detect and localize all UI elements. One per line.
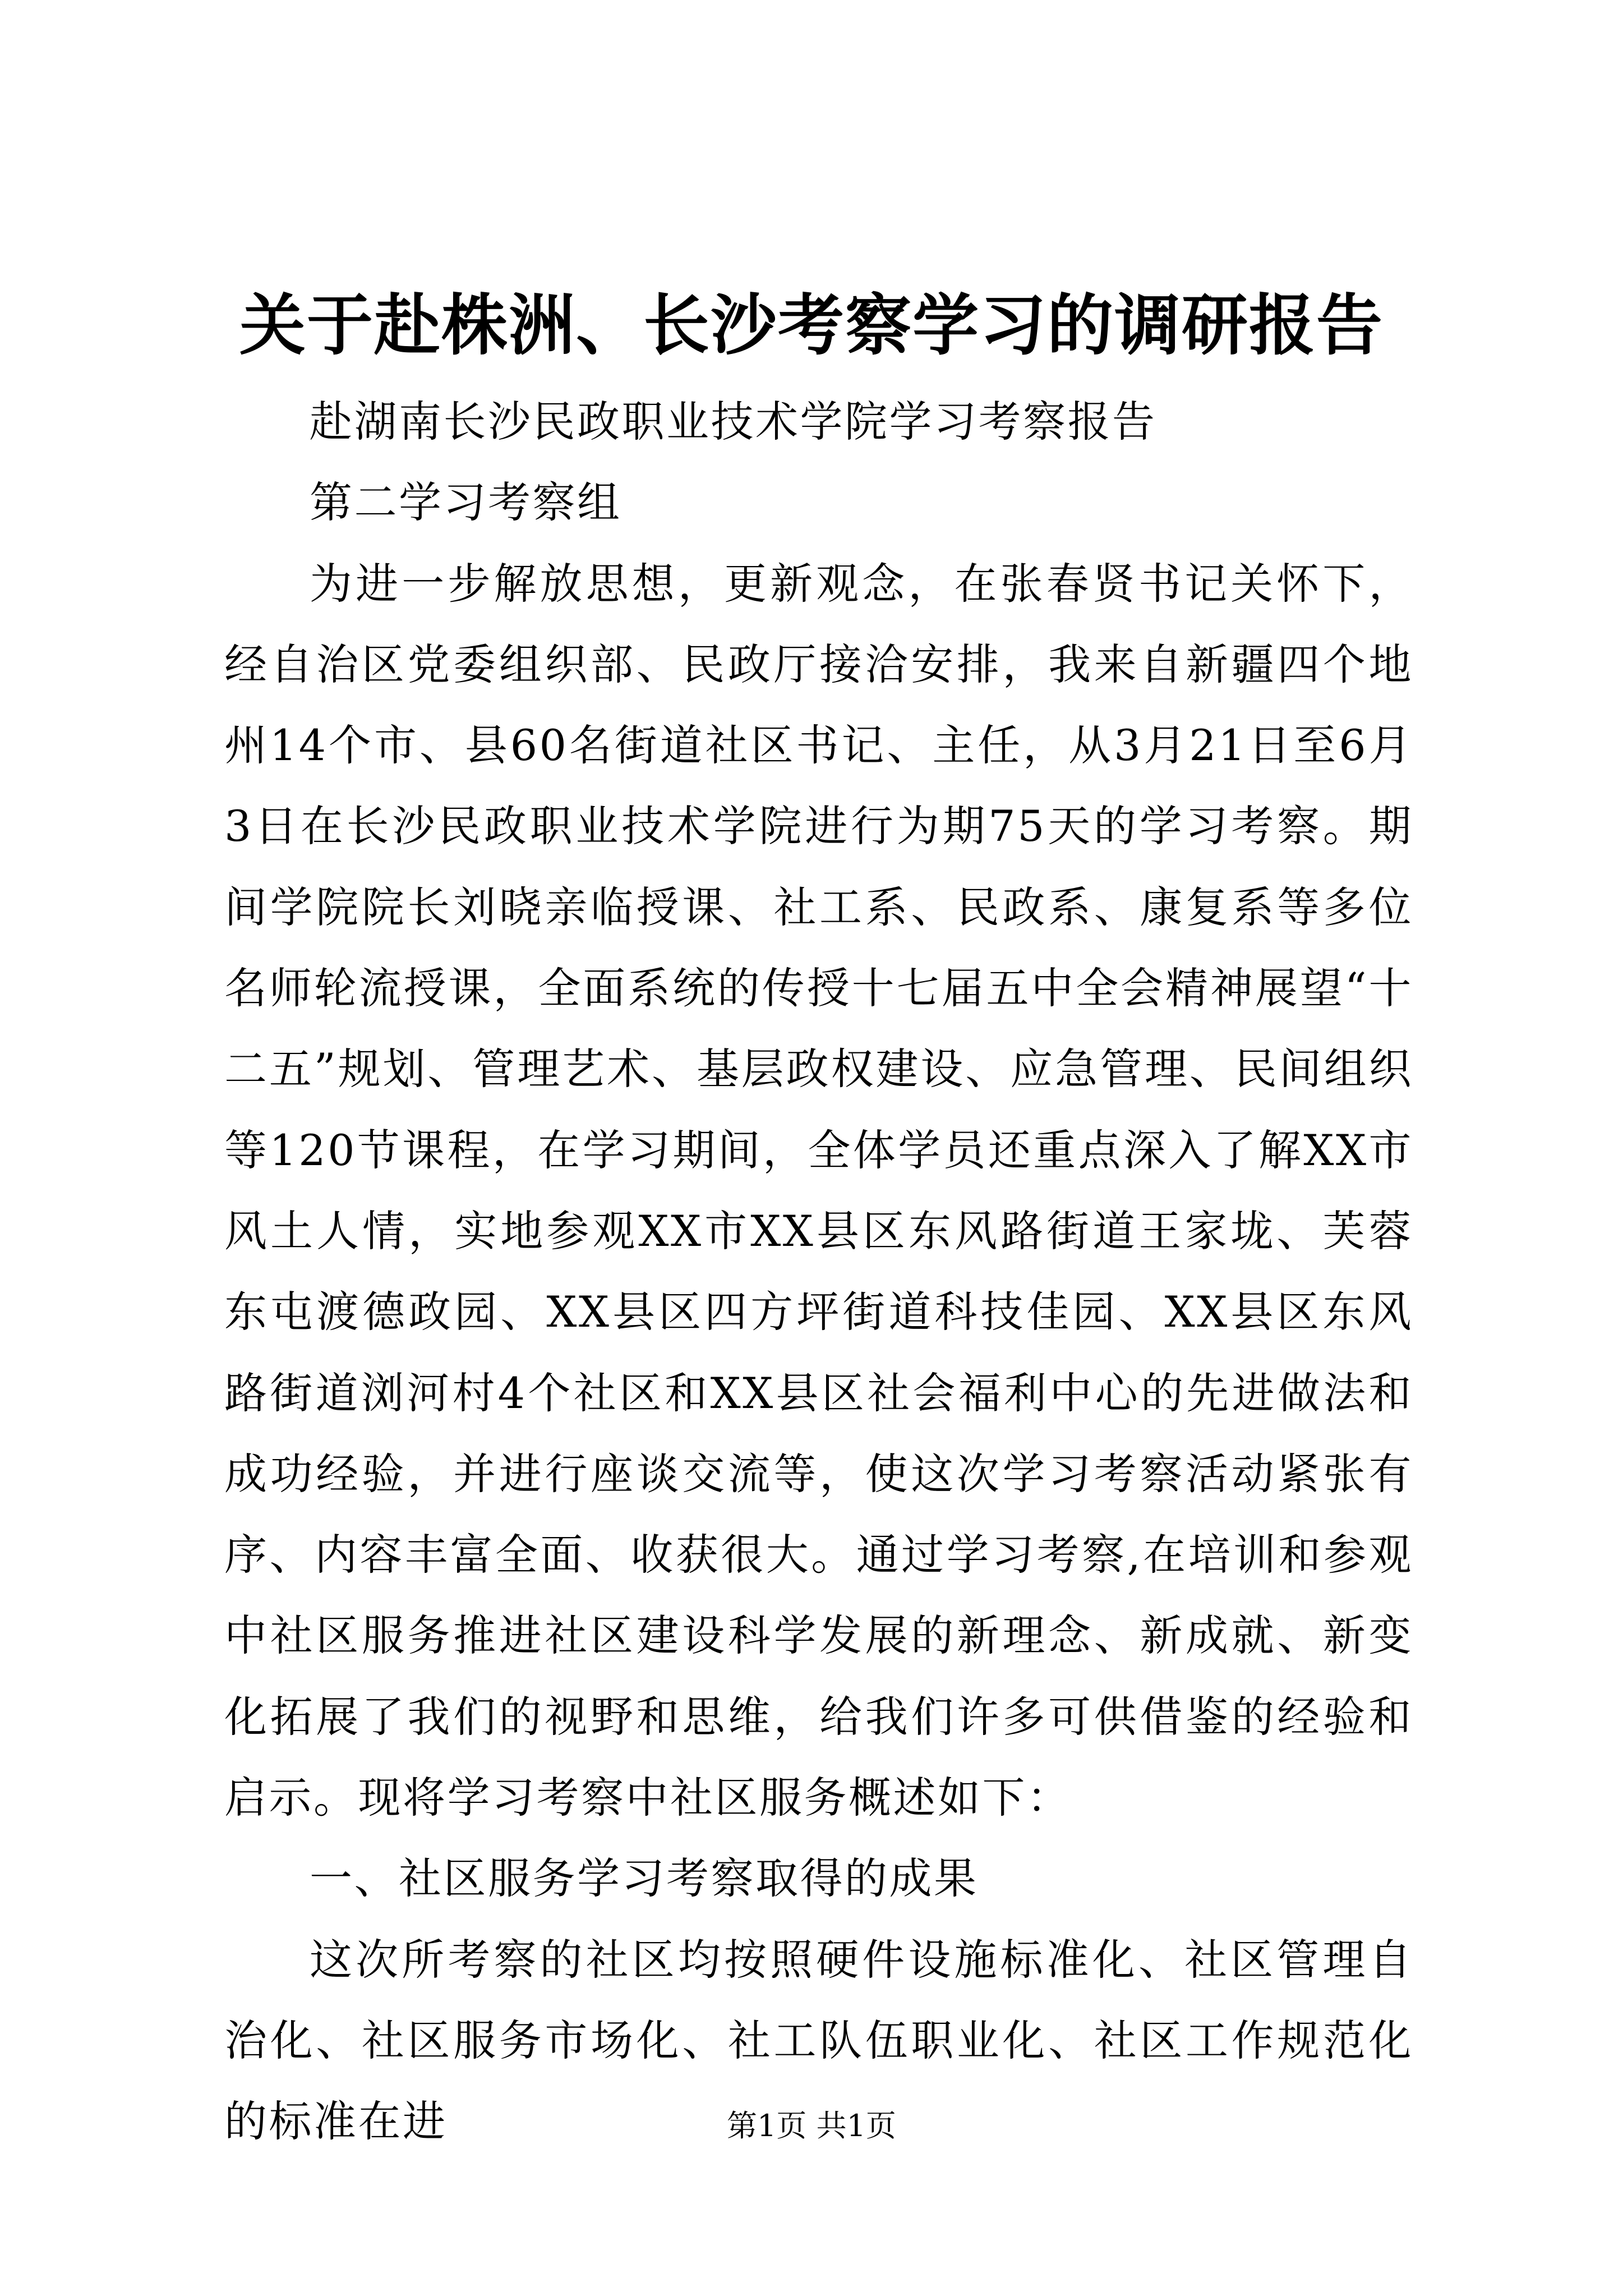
- intro-paragraph: 为进一步解放思想，更新观念，在张春贤书记关怀下，经自治区党委组织部、民政厅接洽安排，我来自新疆四个地州14个市、县60名街道社区书记、主任，从3月21日至6月3日在长沙民政职业技术学院进行为期75天的学习考察。期间学院院长刘晓亲临授课、社工系、民政系、康复系等多位名师轮流授课，全面系统的传授十七届五中全会精神展望“十二五”规划、管理艺术、基层政权建设、应急管理、民间组织等120节课程，在学习期间，全体学员还重点深入了解XX市风土人情，实地参观XX市XX县区东风路街道王家垅、芙蓉东屯渡德政园、XX县区四方坪街道科技佳园、XX县区东风路街道浏河村4个社区和XX县区社会福利中心的先进做法和成功经验，并进行座谈交流等，使这次学习考察活动紧张有序、内容丰富全面、收获很大。通过学习考察,在培训和参观中社区服务推进社区建设科学发展的新理念、新成就、新变化拓展了我们的视野和思维，给我们许多可供借鉴的经验和启示。现将学习考察中社区服务概述如下：: [224, 558, 1413, 1823]
- group-paragraph: 第二学习考察组: [310, 477, 622, 528]
- document-title: 关于赴株洲、长沙考察学习的调研报告: [239, 287, 1384, 364]
- section-paragraph-1: 这次所考察的社区均按照硬件设施标准化、社区管理自治化、社区服务市场化、社工队伍职业化、社区工作规范化的标准在进: [224, 1934, 1413, 2147]
- subtitle-paragraph: 赴湖南长沙民政职业技术学院学习考察报告: [310, 397, 1157, 447]
- section-heading-1: 一、社区服务学习考察取得的成果: [310, 1853, 979, 1904]
- document-body: [224, 381, 1413, 2162]
- page-footer: 第1页 共1页: [727, 2108, 896, 2143]
